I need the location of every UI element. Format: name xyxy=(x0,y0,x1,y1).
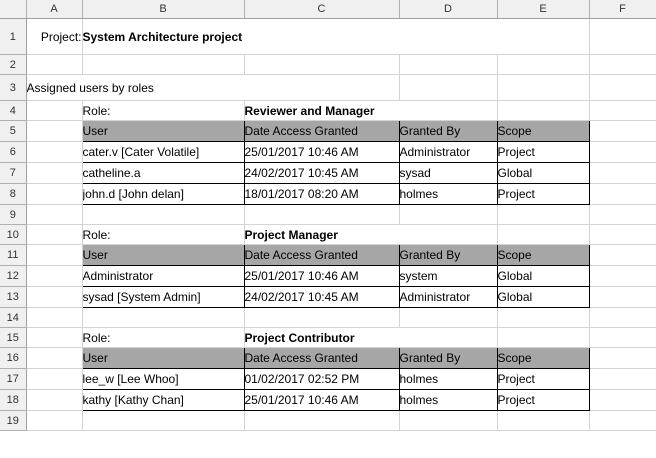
cell-a12 xyxy=(26,266,82,287)
table-row xyxy=(0,287,656,308)
cell-a5 xyxy=(26,121,82,142)
cell-a8 xyxy=(26,184,82,205)
cell-e19 xyxy=(497,411,589,431)
row-header-12[interactable]: 12 xyxy=(0,266,26,287)
cell-a4 xyxy=(26,101,82,121)
cell-a19 xyxy=(26,411,82,431)
cell-e10 xyxy=(497,225,589,245)
row-header-19[interactable]: 19 xyxy=(0,411,26,431)
cell-e14 xyxy=(497,308,589,328)
table-header-grantedby-1: Granted By xyxy=(399,121,497,142)
cell-f9 xyxy=(589,205,656,225)
cell-f12 xyxy=(589,266,656,287)
cell-f15 xyxy=(589,328,656,348)
row-header-14[interactable]: 14 xyxy=(0,308,26,328)
row-header-17[interactable]: 17 xyxy=(0,369,26,390)
cell-f6 xyxy=(589,142,656,163)
cell-a9 xyxy=(26,205,82,225)
cell-f18 xyxy=(589,390,656,411)
cell-d3 xyxy=(399,75,497,101)
table-header-grantedby-2: Granted By xyxy=(399,245,497,266)
cell-date: 01/02/2017 02:52 PM xyxy=(244,369,399,390)
cell-f13 xyxy=(589,287,656,308)
role-name-3: Project Contributor xyxy=(244,328,497,348)
cell-e4 xyxy=(497,101,589,121)
cell-date: 25/01/2017 10:46 AM xyxy=(244,390,399,411)
role-name-1: Reviewer and Manager xyxy=(244,101,497,121)
cell-scope: Project xyxy=(497,390,589,411)
cell-d9 xyxy=(399,205,497,225)
row-header-6[interactable]: 6 xyxy=(0,142,26,163)
cell-user: lee_w [Lee Whoo] xyxy=(82,369,244,390)
cell-grantedby: holmes xyxy=(399,369,497,390)
column-header-f[interactable]: F xyxy=(589,0,656,19)
cell-grantedby: holmes xyxy=(399,390,497,411)
cell-scope: Project xyxy=(497,142,589,163)
cell-a16 xyxy=(26,348,82,369)
project-label: Project: xyxy=(26,19,82,55)
project-title: System Architecture project xyxy=(82,19,589,55)
row-1 xyxy=(0,19,656,55)
role-label-1: Role: xyxy=(82,101,244,121)
cell-f19 xyxy=(589,411,656,431)
row-16 xyxy=(0,348,656,369)
cell-grantedby: Administrator xyxy=(399,142,497,163)
cell-grantedby: system xyxy=(399,266,497,287)
cell-f11 xyxy=(589,245,656,266)
cell-date: 24/02/2017 10:45 AM xyxy=(244,287,399,308)
row-header-9[interactable]: 9 xyxy=(0,205,26,225)
cell-scope: Global xyxy=(497,287,589,308)
cell-user: cater.v [Cater Volatile] xyxy=(82,142,244,163)
cell-scope: Project xyxy=(497,184,589,205)
row-header-4[interactable]: 4 xyxy=(0,101,26,121)
cell-c19 xyxy=(244,411,399,431)
cell-f17 xyxy=(589,369,656,390)
cell-scope: Global xyxy=(497,163,589,184)
cell-c9 xyxy=(244,205,399,225)
cell-d14 xyxy=(399,308,497,328)
column-header-row xyxy=(0,0,656,19)
row-14 xyxy=(0,308,656,328)
cell-a2 xyxy=(26,55,82,75)
role-name-2: Project Manager xyxy=(244,225,497,245)
cell-f1 xyxy=(589,19,656,55)
table-header-user-1: User xyxy=(82,121,244,142)
table-header-user-3: User xyxy=(82,348,244,369)
cell-a15 xyxy=(26,328,82,348)
cell-f7 xyxy=(589,163,656,184)
table-row xyxy=(0,390,656,411)
cell-b2 xyxy=(82,55,244,75)
table-header-scope-1: Scope xyxy=(497,121,589,142)
cell-grantedby: Administrator xyxy=(399,287,497,308)
cell-f8 xyxy=(589,184,656,205)
cell-date: 25/01/2017 10:46 AM xyxy=(244,266,399,287)
table-header-date-3: Date Access Granted xyxy=(244,348,399,369)
row-header-3[interactable]: 3 xyxy=(0,75,26,101)
cell-b9 xyxy=(82,205,244,225)
cell-user: catheline.a xyxy=(82,163,244,184)
table-row xyxy=(0,142,656,163)
row-4 xyxy=(0,101,656,121)
table-row xyxy=(0,369,656,390)
cell-grantedby: sysad xyxy=(399,163,497,184)
cell-f3 xyxy=(589,75,656,101)
row-header-13[interactable]: 13 xyxy=(0,287,26,308)
cell-user: kathy [Kathy Chan] xyxy=(82,390,244,411)
row-9 xyxy=(0,205,656,225)
cell-e2 xyxy=(497,55,589,75)
row-header-2[interactable]: 2 xyxy=(0,55,26,75)
row-19 xyxy=(0,411,656,431)
cell-b14 xyxy=(82,308,244,328)
row-11 xyxy=(0,245,656,266)
table-header-user-2: User xyxy=(82,245,244,266)
row-header-18[interactable]: 18 xyxy=(0,390,26,411)
cell-f10 xyxy=(589,225,656,245)
table-header-scope-3: Scope xyxy=(497,348,589,369)
row-header-5[interactable]: 5 xyxy=(0,121,26,142)
row-header-8[interactable]: 8 xyxy=(0,184,26,205)
role-label-3: Role: xyxy=(82,328,244,348)
row-3 xyxy=(0,75,656,101)
table-row xyxy=(0,163,656,184)
cell-a6 xyxy=(26,142,82,163)
cell-a7 xyxy=(26,163,82,184)
table-header-scope-2: Scope xyxy=(497,245,589,266)
cell-f2 xyxy=(589,55,656,75)
table-header-date-1: Date Access Granted xyxy=(244,121,399,142)
section-heading: Assigned users by roles xyxy=(26,75,399,101)
cell-date: 24/02/2017 10:45 AM xyxy=(244,163,399,184)
cell-c2 xyxy=(244,55,399,75)
cell-user: sysad [System Admin] xyxy=(82,287,244,308)
row-2 xyxy=(0,55,656,75)
column-header-e[interactable]: E xyxy=(497,0,589,19)
row-15 xyxy=(0,328,656,348)
cell-user: Administrator xyxy=(82,266,244,287)
cell-date: 18/01/2017 08:20 AM xyxy=(244,184,399,205)
cell-b19 xyxy=(82,411,244,431)
cell-a14 xyxy=(26,308,82,328)
row-header-7[interactable]: 7 xyxy=(0,163,26,184)
column-header-a[interactable]: A xyxy=(26,0,82,19)
table-header-grantedby-3: Granted By xyxy=(399,348,497,369)
cell-user: john.d [John delan] xyxy=(82,184,244,205)
row-header-15[interactable]: 15 xyxy=(0,328,26,348)
cell-f14 xyxy=(589,308,656,328)
column-header-d[interactable]: D xyxy=(399,0,497,19)
cell-a11 xyxy=(26,245,82,266)
cell-grantedby: holmes xyxy=(399,184,497,205)
cell-e3 xyxy=(497,75,589,101)
row-header-11[interactable]: 11 xyxy=(0,245,26,266)
cell-e9 xyxy=(497,205,589,225)
cell-scope: Project xyxy=(497,369,589,390)
select-all-corner[interactable] xyxy=(0,0,26,19)
cell-f4 xyxy=(589,101,656,121)
cell-f16 xyxy=(589,348,656,369)
row-5 xyxy=(0,121,656,142)
cell-e15 xyxy=(497,328,589,348)
row-header-16[interactable]: 16 xyxy=(0,348,26,369)
cell-d19 xyxy=(399,411,497,431)
cell-a13 xyxy=(26,287,82,308)
table-row xyxy=(0,266,656,287)
row-header-10[interactable]: 10 xyxy=(0,225,26,245)
role-label-2: Role: xyxy=(82,225,244,245)
row-header-1[interactable]: 1 xyxy=(0,19,26,55)
cell-c14 xyxy=(244,308,399,328)
cell-a18 xyxy=(26,390,82,411)
cell-f5 xyxy=(589,121,656,142)
cell-a17 xyxy=(26,369,82,390)
column-header-c[interactable]: C xyxy=(244,0,399,19)
row-10 xyxy=(0,225,656,245)
column-header-b[interactable]: B xyxy=(82,0,244,19)
table-header-date-2: Date Access Granted xyxy=(244,245,399,266)
cell-d2 xyxy=(399,55,497,75)
table-row xyxy=(0,184,656,205)
cell-a10 xyxy=(26,225,82,245)
cell-date: 25/01/2017 10:46 AM xyxy=(244,142,399,163)
cell-scope: Global xyxy=(497,266,589,287)
